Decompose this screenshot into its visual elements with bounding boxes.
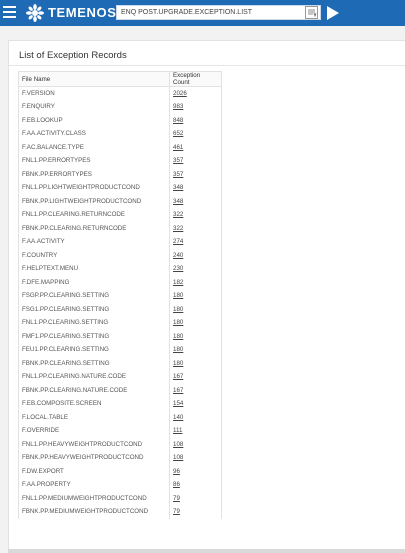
file-name-cell: FBNK.PP.MEDIUMWEIGHTPRODUCTCOND: [19, 505, 170, 519]
exception-count-link[interactable]: 652: [170, 127, 222, 141]
file-name-cell: FNL1.PP.CLEARING.RETURNCODE: [19, 208, 170, 222]
table-row: [19, 316, 222, 330]
file-name-cell: FNL1.PP.HEAVYWEIGHTPRODUCTCOND: [19, 438, 170, 452]
exception-count-link[interactable]: 180: [170, 357, 222, 371]
command-input[interactable]: [116, 5, 321, 20]
exception-count-link[interactable]: 182: [170, 276, 222, 290]
exception-count-link[interactable]: 167: [170, 370, 222, 384]
file-name-cell: FNL1.PP.MEDIUMWEIGHTPRODUCTCOND: [19, 492, 170, 506]
temenos-logo-icon: [26, 4, 44, 22]
table-header-row: [19, 72, 222, 87]
file-name-cell: FNL1.PP.CLEARING.NATURE.CODE: [19, 370, 170, 384]
table-row: [19, 384, 222, 398]
file-name-cell: F.AA.ACTIVITY: [19, 235, 170, 249]
table-row: [19, 397, 222, 411]
file-name-cell: FNL1.PP.LIGHTWEIGHTPRODUCTCOND: [19, 181, 170, 195]
run-icon[interactable]: [327, 6, 339, 20]
exception-count-link[interactable]: 86: [170, 478, 222, 492]
column-header-exception-count: Exception Count: [170, 72, 222, 87]
command-input-value[interactable]: ENQ POST.UPGRADE.EXCEPTION.LIST: [121, 9, 253, 16]
table-row: [19, 276, 222, 290]
file-name-cell: F.HELPTEXT.MENU: [19, 262, 170, 276]
table-row: [19, 438, 222, 452]
exception-table: [18, 71, 222, 519]
file-name-cell: FBNK.PP.CLEARING.RETURNCODE: [19, 222, 170, 236]
file-name-cell: F.ENQUIRY: [19, 100, 170, 114]
table-row: [19, 289, 222, 303]
table-row: [19, 492, 222, 506]
table-row: [19, 100, 222, 114]
table-row: [19, 154, 222, 168]
table-row: [19, 505, 222, 519]
table-row: [19, 411, 222, 425]
exception-count-link[interactable]: 96: [170, 465, 222, 479]
file-name-cell: F.LOCAL.TABLE: [19, 411, 170, 425]
table-row: [19, 262, 222, 276]
file-name-cell: F.OVERRIDE: [19, 424, 170, 438]
file-name-cell: F.DFE.MAPPING: [19, 276, 170, 290]
table-row: [19, 235, 222, 249]
exception-count-link[interactable]: 322: [170, 208, 222, 222]
exception-count-link[interactable]: 322: [170, 222, 222, 236]
panel-title: List of Exception Records: [19, 50, 127, 61]
exception-count-link[interactable]: 348: [170, 181, 222, 195]
top-bar: [0, 0, 405, 26]
table-row: [19, 87, 222, 101]
file-name-cell: FBNK.PP.CLEARING.NATURE.CODE: [19, 384, 170, 398]
file-name-cell: F.VERSION: [19, 87, 170, 101]
exception-count-link[interactable]: 983: [170, 100, 222, 114]
divider: [9, 65, 405, 66]
table-row: [19, 465, 222, 479]
table-row: [19, 195, 222, 209]
table-row: [19, 424, 222, 438]
exception-count-link[interactable]: 108: [170, 451, 222, 465]
file-name-cell: F.DW.EXPORT: [19, 465, 170, 479]
exception-count-link[interactable]: 167: [170, 384, 222, 398]
file-name-cell: FBNK.PP.CLEARING.SETTING: [19, 357, 170, 371]
exception-count-link[interactable]: 111: [170, 424, 222, 438]
file-name-cell: FSG1.PP.CLEARING.SETTING: [19, 303, 170, 317]
file-name-cell: FNL1.PP.CLEARING.SETTING: [19, 316, 170, 330]
exception-count-link[interactable]: 240: [170, 249, 222, 263]
exception-count-link[interactable]: 357: [170, 154, 222, 168]
exception-count-link[interactable]: 180: [170, 303, 222, 317]
exception-count-link[interactable]: 154: [170, 397, 222, 411]
table-row: [19, 222, 222, 236]
exception-count-link[interactable]: 348: [170, 195, 222, 209]
exception-count-link[interactable]: 108: [170, 438, 222, 452]
dropdown-icon[interactable]: [305, 6, 318, 19]
file-name-cell: FEU1.PP.CLEARING.SETTING: [19, 343, 170, 357]
file-name-cell: F.AC.BALANCE.TYPE: [19, 141, 170, 155]
exception-count-link[interactable]: 180: [170, 330, 222, 344]
table-row: [19, 343, 222, 357]
file-name-cell: F.AA.ACTIVITY.CLASS: [19, 127, 170, 141]
file-name-cell: FBNK.PP.LIGHTWEIGHTPRODUCTCOND: [19, 195, 170, 209]
file-name-cell: FBNK.PP.HEAVYWEIGHTPRODUCTCOND: [19, 451, 170, 465]
table-row: [19, 330, 222, 344]
file-name-cell: FNL1.PP.ERRORTYPES: [19, 154, 170, 168]
exception-count-link[interactable]: 461: [170, 141, 222, 155]
exception-count-link[interactable]: 180: [170, 343, 222, 357]
file-name-cell: F.COUNTRY: [19, 249, 170, 263]
brand-name: TEMENOS: [48, 5, 117, 20]
menu-icon[interactable]: [3, 6, 16, 19]
table-row: [19, 141, 222, 155]
horizontal-scrollbar[interactable]: [8, 549, 405, 553]
file-name-cell: FBNK.PP.ERRORTYPES: [19, 168, 170, 182]
exception-count-link[interactable]: 2026: [170, 87, 222, 101]
file-name-cell: FMF1.PP.CLEARING.SETTING: [19, 330, 170, 344]
exception-count-link[interactable]: 140: [170, 411, 222, 425]
table-row: [19, 451, 222, 465]
exception-count-link[interactable]: 79: [170, 505, 222, 519]
results-panel: [8, 40, 405, 553]
table-row: [19, 370, 222, 384]
table-body: [19, 87, 222, 519]
table-row: [19, 478, 222, 492]
exception-count-link[interactable]: 79: [170, 492, 222, 506]
exception-count-link[interactable]: 180: [170, 316, 222, 330]
table-row: [19, 168, 222, 182]
file-name-cell: F.AA.PROPERTY: [19, 478, 170, 492]
file-name-cell: FSGP.PP.CLEARING.SETTING: [19, 289, 170, 303]
table-row: [19, 249, 222, 263]
exception-count-link[interactable]: 848: [170, 114, 222, 128]
file-name-cell: F.EB.LOOKUP: [19, 114, 170, 128]
table-row: [19, 303, 222, 317]
table-row: [19, 127, 222, 141]
table-row: [19, 208, 222, 222]
exception-count-link[interactable]: 357: [170, 168, 222, 182]
exception-count-link[interactable]: 274: [170, 235, 222, 249]
table-row: [19, 181, 222, 195]
table-row: [19, 357, 222, 371]
exception-count-link[interactable]: 230: [170, 262, 222, 276]
table-row: [19, 114, 222, 128]
exception-count-link[interactable]: 180: [170, 289, 222, 303]
column-header-file-name: File Name: [19, 72, 170, 87]
file-name-cell: F.EB.COMPOSITE.SCREEN: [19, 397, 170, 411]
